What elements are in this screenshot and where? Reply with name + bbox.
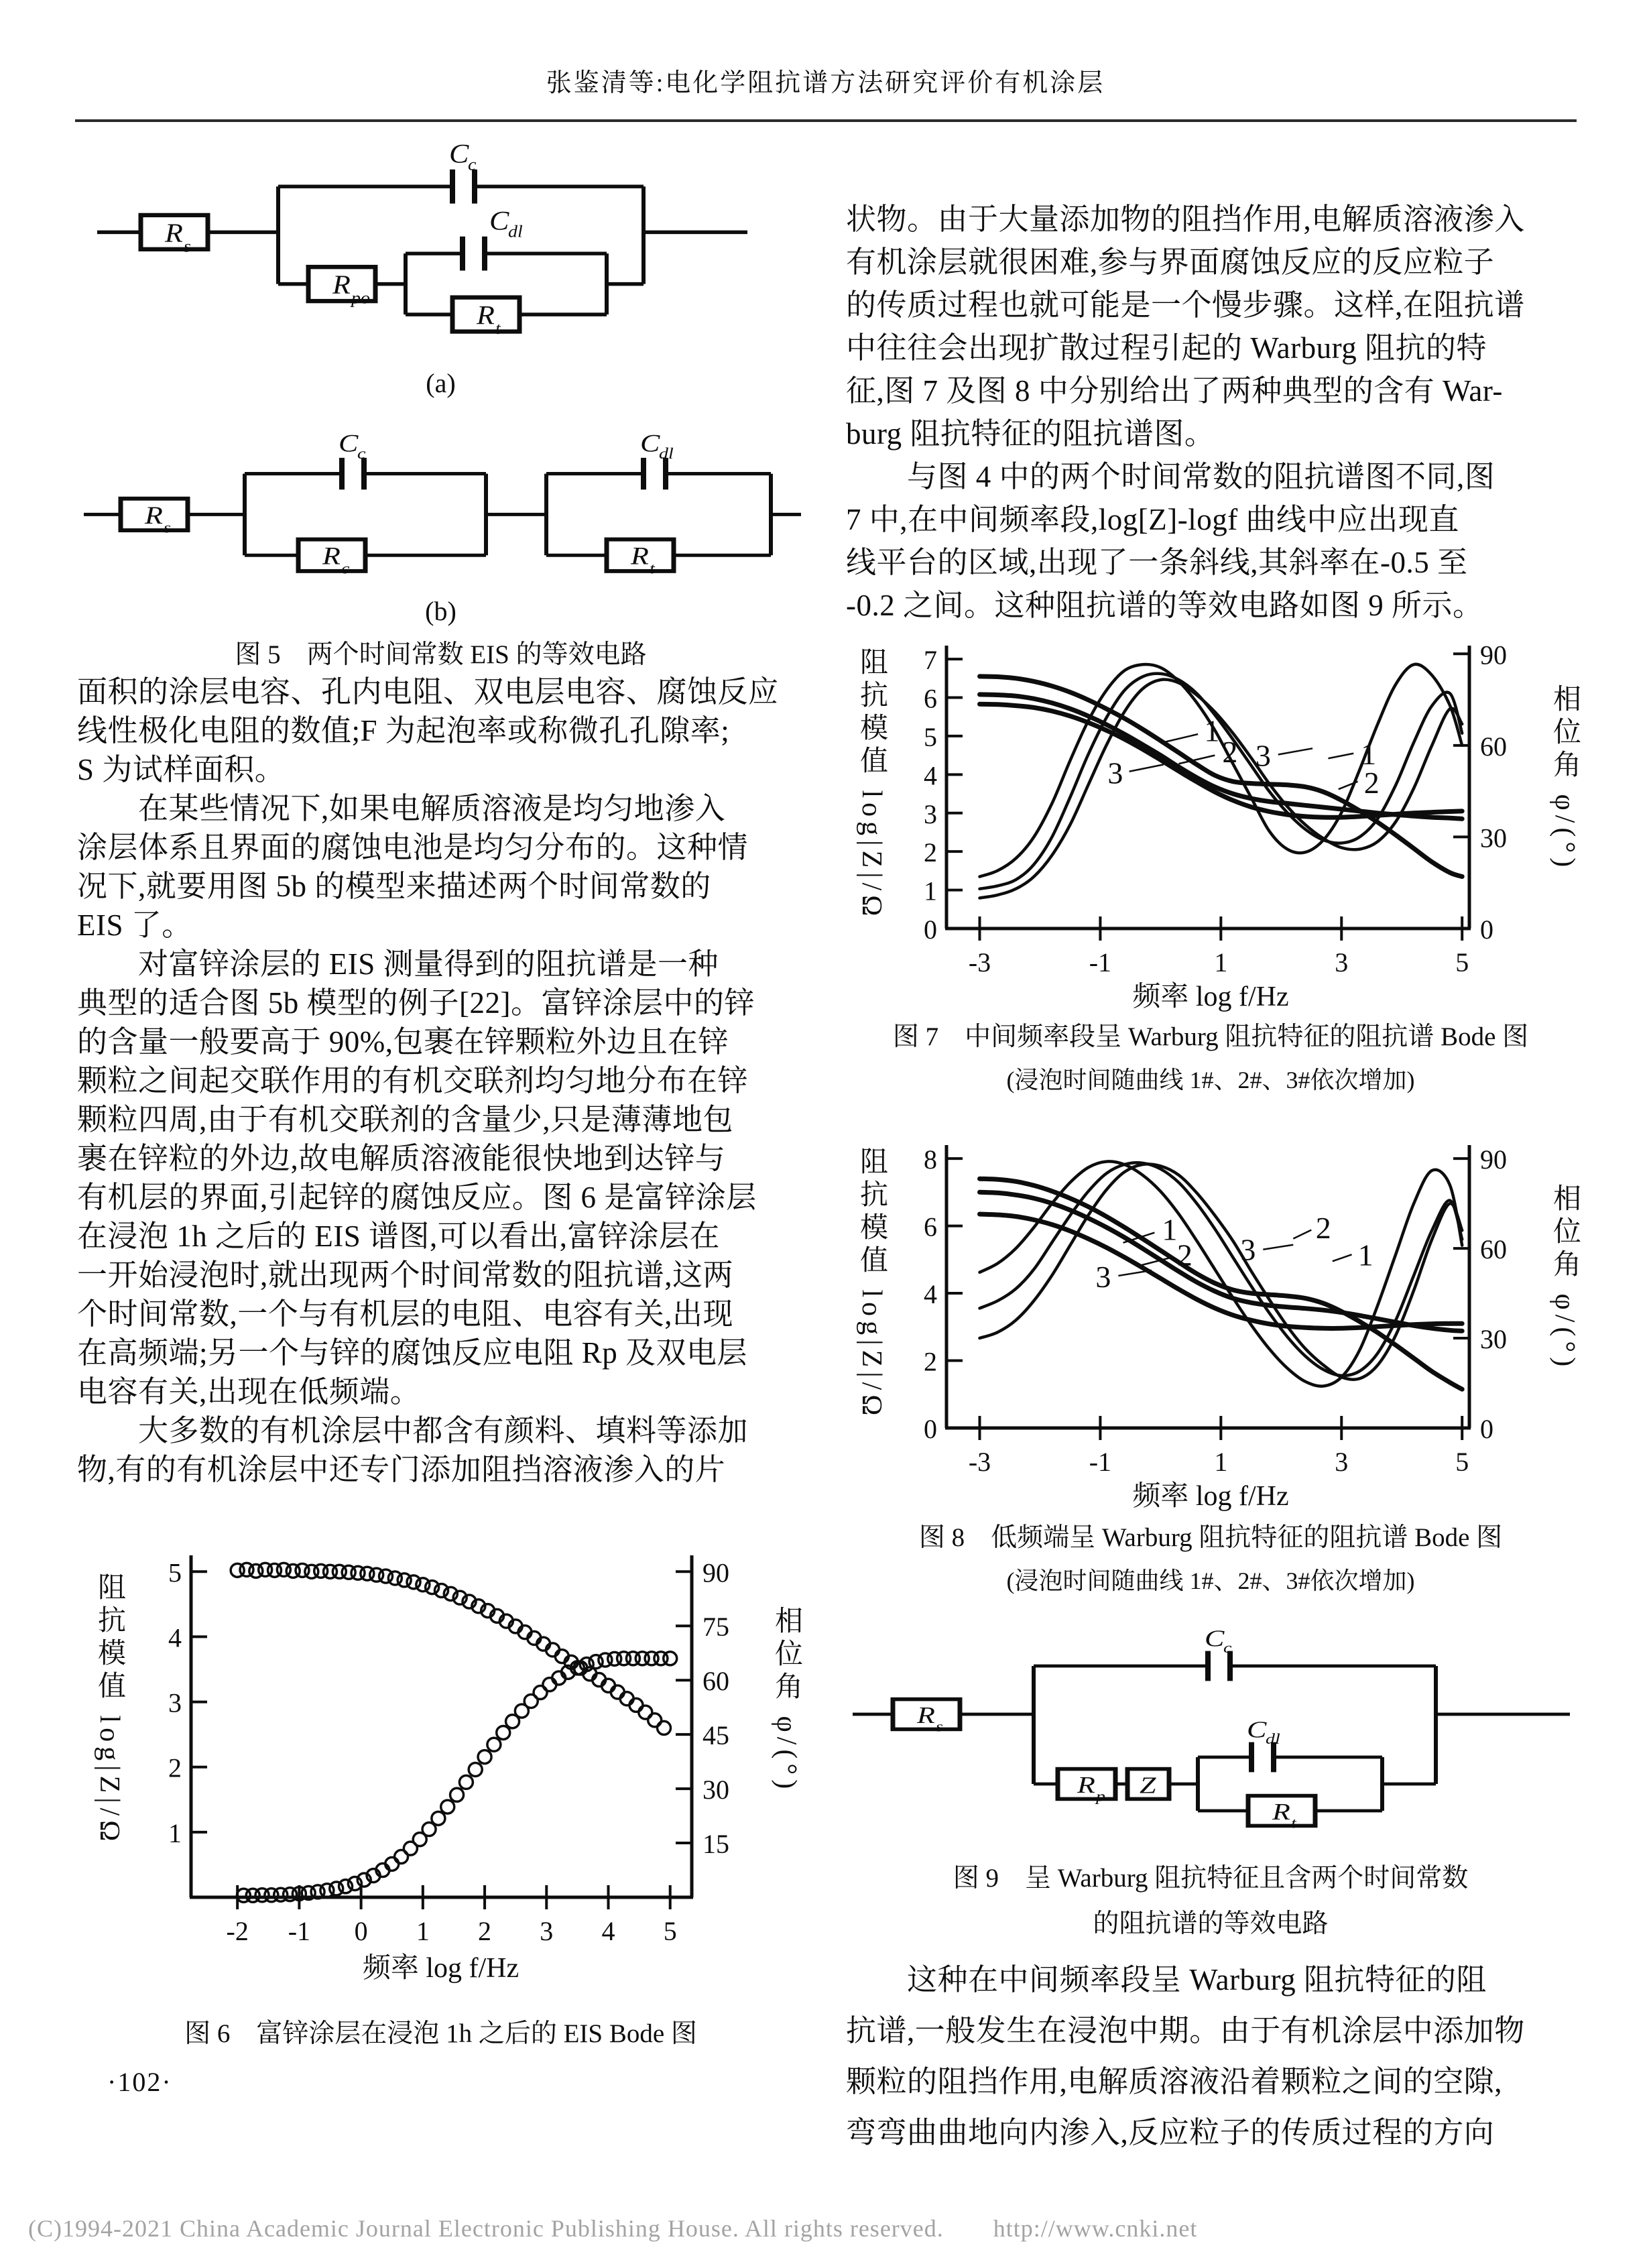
curve-label: 1: [1361, 736, 1377, 771]
curve-1#-logZ: [980, 1179, 1463, 1389]
right-tick-label: 60: [1480, 1234, 1507, 1265]
right-column-text-bottom: [846, 1954, 1575, 2158]
label-rs-sub: s: [936, 1718, 943, 1735]
left-tick-label: 4: [924, 760, 937, 791]
left-tick-label: 0: [924, 914, 937, 945]
capacitor-cdl-plates: [644, 458, 666, 489]
figure-8-chart: [846, 1133, 1580, 1512]
right-tick-label: 15: [702, 1829, 729, 1860]
right-column-text-top: [846, 198, 1575, 627]
figure-9-caption-line2: 的阻抗谱的等效电路: [1093, 1909, 1329, 1938]
curve-label: 2: [1176, 1238, 1193, 1272]
label-cdl: C: [1247, 1716, 1267, 1743]
text-line: 的传质过程也就可能是一个慢步骤。这样,在阻抗谱: [846, 288, 1525, 322]
right-tick-label: 90: [1480, 640, 1507, 670]
text-line: 线平台的区域,出现了一条斜线,其斜率在-0.5 至: [846, 546, 1468, 579]
label-rt-sub: t: [495, 318, 501, 338]
x-tick-label: 5: [1455, 947, 1469, 977]
text-line: 弯弯曲曲地向内渗入,反应粒子的传质过程的方向: [846, 2116, 1495, 2149]
left-tick-label: 1: [924, 876, 937, 906]
x-tick-label: 1: [1214, 947, 1228, 977]
figure-7-chart: [846, 634, 1580, 1012]
figure-5-caption: 图 5 两个时间常数 EIS 的等效电路: [235, 640, 647, 669]
right-tick-label: 45: [702, 1720, 729, 1751]
text-line: 个时间常数,一个与有机层的电阻、电容有关,出现: [77, 1297, 734, 1331]
left-tick-label: 3: [924, 798, 937, 829]
curve-label: 1: [1357, 1238, 1373, 1272]
left-tick-label: 2: [924, 837, 937, 868]
label-rpo: R: [332, 270, 351, 300]
figure-9-circuit: [846, 1626, 1575, 1840]
text-line: 颗粒的阻挡作用,电解质溶液沿着颗粒之间的空隙,: [846, 2065, 1503, 2098]
leader-line: [1278, 748, 1312, 754]
left-tick-label: 5: [924, 721, 937, 752]
leader-line: [1328, 754, 1353, 758]
x-tick-label: -2: [226, 1916, 249, 1946]
figure-7-subcaption: (浸泡时间随曲线 1#、2#、3#依次增加): [1006, 1067, 1415, 1093]
curve-label: 2: [1222, 734, 1238, 769]
label-cdl: C: [489, 206, 509, 237]
data-point: [478, 1750, 491, 1764]
text-line: 有机涂层就很困难,参与界面腐蚀反应的反应粒子: [846, 245, 1495, 279]
text-line: S 为试样面积。: [77, 753, 286, 786]
data-point: [620, 1692, 633, 1706]
figure-5a-sublabel: (a): [426, 368, 456, 398]
data-point: [339, 1880, 353, 1893]
text-line: 征,图 7 及图 8 中分别给出了两种典型的含有 War-: [846, 374, 1503, 408]
text-line: 的含量一般要高于 90%,包裹在锌颗粒外边且在锌: [77, 1025, 729, 1059]
x-tick-label: 3: [1335, 947, 1349, 977]
figure-8-right-axis-label: 相位角 φ/(°): [1549, 1183, 1580, 1372]
data-point: [469, 1763, 482, 1776]
data-point: [398, 1573, 411, 1587]
figure-8-plot: [846, 1133, 1575, 1508]
text-line: 线性极化电阻的数值;F 为起泡率或称微孔孔隙率;: [77, 714, 730, 748]
text-line: -0.2 之间。这种阻抗谱的等效电路如图 9 所示。: [846, 589, 1483, 622]
curve-label: 1: [1204, 713, 1220, 748]
text-line: 在某些情况下,如果电解质溶液是均匀地渗入: [77, 792, 726, 825]
text-line: 况下,就要用图 5b 的模型来描述两个时间常数的: [77, 870, 711, 903]
label-rs-sub: s: [164, 518, 171, 536]
label-cc: C: [1205, 1624, 1225, 1652]
data-point: [497, 1726, 510, 1739]
text-line: 这种在中间频率段呈 Warburg 阻抗特征的阻: [846, 1963, 1487, 1996]
label-rpo-sub: po: [351, 288, 370, 308]
label-cc-sub: c: [468, 154, 477, 174]
label-cc: C: [449, 139, 469, 170]
label-rt: R: [1272, 1797, 1290, 1825]
figure-5b-circuit: [77, 421, 804, 585]
figure-6-x-axis-label: 频率 log f/Hz: [362, 1953, 519, 1984]
figure-6-right-axis-label: 相位角 φ/(°): [771, 1606, 802, 1794]
text-line: 在浸泡 1h 之后的 EIS 谱图,可以看出,富锌涂层在: [77, 1219, 721, 1253]
label-cc-sub: c: [1223, 1639, 1232, 1657]
label-rc-sub: c: [341, 559, 350, 577]
x-tick-label: 1: [416, 1916, 430, 1946]
text-line: 裹在锌粒的外边,故电解质溶液能很快地到达锌与: [77, 1142, 726, 1175]
label-z: Z: [1140, 1771, 1156, 1799]
label-rs: R: [165, 219, 183, 249]
label-cdl-sub: dl: [1266, 1730, 1280, 1748]
leader-line: [1293, 1230, 1311, 1239]
leader-line: [1129, 764, 1164, 771]
left-tick-label: 5: [168, 1557, 182, 1588]
x-tick-label: 5: [663, 1916, 677, 1946]
label-rt-sub: t: [1291, 1815, 1296, 1832]
text-line: 中往往会出现扩散过程引起的 Warburg 阻抗的特: [846, 331, 1487, 365]
left-tick-label: 6: [924, 1211, 937, 1242]
x-tick-label: 4: [601, 1916, 615, 1946]
x-tick-label: -3: [968, 1447, 991, 1477]
x-tick-label: 3: [540, 1916, 554, 1946]
text-line: 颗粒四周,由于有机交联剂的含量少,只是薄薄地包: [77, 1103, 734, 1136]
figure-8-subcaption: (浸泡时间随曲线 1#、2#、3#依次增加): [1006, 1567, 1415, 1594]
figure-5b-sublabel: (b): [425, 596, 456, 626]
figure-7-left-axis-label: 阻抗模值 log|Z|/Ω: [856, 647, 887, 921]
x-tick-label: 5: [1455, 1447, 1469, 1477]
figure-7-plot: [846, 634, 1575, 1009]
label-rp: R: [1077, 1771, 1095, 1798]
curve-label: 3: [1240, 1232, 1256, 1267]
right-tick-label: 90: [1480, 1144, 1507, 1175]
header-rule: [75, 119, 1577, 122]
right-tick-label: 0: [1480, 1414, 1493, 1444]
label-rt-sub: t: [650, 559, 655, 577]
right-tick-label: 60: [702, 1666, 729, 1697]
left-tick-label: 4: [924, 1279, 937, 1310]
data-point: [388, 1571, 402, 1585]
data-point: [543, 1678, 556, 1691]
data-point: [407, 1575, 420, 1589]
x-tick-label: 2: [478, 1916, 492, 1946]
data-point: [459, 1775, 473, 1789]
left-tick-label: 1: [168, 1817, 182, 1848]
data-point: [441, 1800, 454, 1813]
x-tick-label: -3: [968, 947, 991, 977]
text-line: 抗谱,一般发生在浸泡中期。由于有机涂层中添加物: [846, 2014, 1525, 2047]
x-tick-label: -1: [1089, 1447, 1112, 1477]
data-point: [664, 1652, 677, 1665]
text-line: 状物。由于大量添加物的阻挡作用,电解质溶液渗入: [846, 202, 1525, 236]
text-line: EIS 了。: [77, 908, 192, 942]
leader-line: [1333, 1254, 1352, 1261]
text-line: 涂层体系且界面的腐蚀电池是均匀分布的。这种情: [77, 831, 749, 864]
left-tick-label: 3: [168, 1687, 182, 1718]
text-line: 有机层的界面,引起锌的腐蚀反应。图 6 是富锌涂层: [77, 1181, 757, 1214]
right-tick-label: 75: [702, 1612, 729, 1643]
data-point: [487, 1738, 501, 1751]
left-tick-label: 2: [168, 1752, 182, 1783]
left-tick-label: 8: [924, 1144, 937, 1175]
left-tick-label: 4: [168, 1622, 182, 1653]
x-tick-label: -1: [1089, 947, 1112, 977]
curve-1#-logZ: [980, 676, 1463, 877]
label-rs-sub: s: [184, 236, 191, 256]
x-tick-label: 0: [354, 1916, 368, 1946]
text-line: 在高频端;另一个与锌的腐蚀反应电阻 Rp 及双电层: [77, 1336, 748, 1370]
figure-6-caption: 图 6 富锌涂层在浸泡 1h 之后的 EIS Bode 图: [184, 2019, 697, 2048]
x-tick-label: 1: [1214, 1447, 1228, 1477]
right-tick-label: 60: [1480, 731, 1507, 762]
figure-5a-circuit: [87, 141, 757, 342]
left-tick-label: 2: [924, 1346, 937, 1377]
text-line: 面积的涂层电容、孔内电阻、双电层电容、腐蚀反应: [77, 675, 779, 709]
curve-3#-phase: [980, 664, 1463, 877]
left-column-text: [77, 672, 804, 1489]
figure-6-left-axis-label: 阻抗模值 log|Z|/Ω: [94, 1572, 125, 1846]
text-line: 物,有的有机涂层中还专门添加阻挡溶液渗入的片: [77, 1453, 726, 1486]
data-point: [320, 1884, 334, 1897]
figure-7-right-axis-label: 相位角 φ/(°): [1549, 684, 1580, 872]
text-line: 电容有关,出现在低频端。: [77, 1375, 421, 1409]
curve-label: 3: [1107, 756, 1123, 790]
figure-6-chart: [77, 1535, 804, 1984]
leader-line: [1263, 1245, 1293, 1250]
data-point: [416, 1578, 430, 1592]
data-point: [450, 1788, 464, 1801]
right-tick-label: 0: [1480, 914, 1493, 945]
label-rp-sub: p: [1096, 1788, 1105, 1805]
right-tick-label: 30: [1480, 823, 1507, 853]
label-rt: R: [631, 542, 649, 570]
label-cdl-sub: dl: [508, 221, 523, 241]
capacitor-cdl-plates: [463, 237, 485, 271]
text-line: 7 中,在中间频率段,log[Z]-logf 曲线中应出现直: [846, 503, 1459, 536]
right-tick-label: 90: [702, 1557, 729, 1588]
text-line: 一开始浸泡时,就出现两个时间常数的阻抗谱,这两: [77, 1258, 734, 1292]
page-number: ·102·: [107, 2067, 172, 2097]
data-point: [629, 1698, 643, 1712]
figure-7-x-axis-label: 频率 log f/Hz: [1132, 981, 1289, 1012]
x-tick-label: 3: [1335, 1447, 1349, 1477]
capacitor-cc-plates: [452, 170, 475, 204]
text-line: 颗粒之间起交联作用的有机交联剂均匀地分布在锌: [77, 1064, 749, 1097]
left-tick-label: 6: [924, 683, 937, 714]
label-rt: R: [477, 301, 495, 331]
label-cdl-sub: dl: [659, 444, 674, 463]
x-tick-label: -1: [288, 1916, 311, 1946]
curve-label: 2: [1363, 765, 1380, 800]
leader-line: [1160, 734, 1198, 743]
text-line: 对富锌涂层的 EIS 测量得到的阻抗谱是一种: [77, 947, 719, 981]
label-cc: C: [339, 429, 359, 457]
data-point: [432, 1811, 445, 1825]
label-cc-sub: c: [357, 444, 366, 463]
capacitor-cc-plates: [342, 458, 364, 489]
data-point: [330, 1882, 343, 1895]
curve-label: 3: [1095, 1259, 1111, 1294]
figure-8-x-axis-label: 频率 log f/Hz: [1132, 1481, 1289, 1512]
text-line: burg 阻抗特征的阻抗谱图。: [846, 417, 1215, 451]
left-tick-label: 0: [924, 1414, 937, 1444]
data-point: [658, 1721, 671, 1734]
curve-label: 1: [1162, 1212, 1178, 1247]
text-line: 典型的适合图 5b 模型的例子[22]。富锌涂层中的锌: [77, 986, 755, 1020]
label-rc: R: [322, 542, 341, 570]
curve-label: 2: [1315, 1211, 1331, 1246]
figure-8-left-axis-label: 阻抗模值 log|Z|/Ω: [856, 1146, 887, 1421]
text-line: 大多数的有机涂层中都含有颜料、填料等添加: [77, 1414, 749, 1447]
right-tick-label: 30: [1480, 1324, 1507, 1355]
figure-8-caption: 图 8 低频端呈 Warburg 阻抗特征的阻抗谱 Bode 图: [918, 1523, 1503, 1552]
copyright-watermark: (C)1994-2021 China Academic Journal Electronic Publishing House. All rights reserved. http://www.cnki.net: [28, 2215, 1198, 2242]
curve-label: 3: [1255, 738, 1271, 773]
text-line: 与图 4 中的两个时间常数的阻抗谱图不同,图: [846, 460, 1495, 493]
label-cdl: C: [639, 429, 660, 457]
data-point: [611, 1685, 624, 1699]
running-header-title: 张鉴清等:电化学阻抗谱方法研究评价有机涂层: [546, 69, 1105, 97]
data-point: [379, 1569, 393, 1583]
left-tick-label: 7: [924, 645, 937, 676]
leader-line: [1118, 1270, 1151, 1276]
figure-6-plot: [77, 1535, 804, 1978]
data-point: [589, 1655, 603, 1669]
figure-7-caption: 图 7 中间频率段呈 Warburg 阻抗特征的阻抗谱 Bode 图: [892, 1022, 1529, 1051]
right-tick-label: 30: [702, 1775, 729, 1805]
label-rs: R: [917, 1701, 935, 1728]
label-rs: R: [145, 501, 163, 530]
figure-9-caption-line1: 图 9 呈 Warburg 阻抗特征且含两个时间常数: [953, 1864, 1469, 1893]
